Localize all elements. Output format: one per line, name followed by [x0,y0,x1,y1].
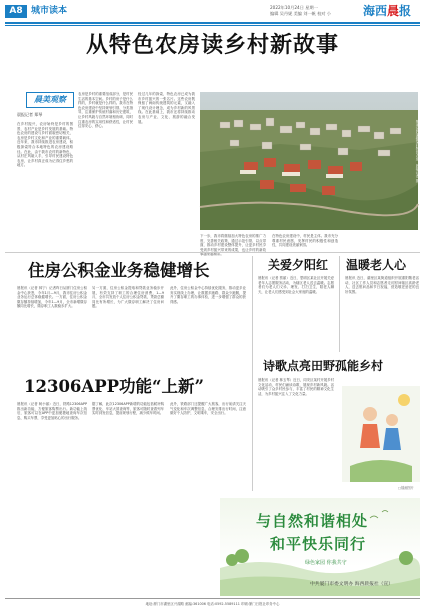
illustration-label: □插画图片 [398,486,414,490]
header-rule-thin [5,25,420,26]
photo-caption: 集美区后溪镇某村特色农房，晨报记者 摄 [415,120,419,183]
app-column-3: 此外，铁路部门还提醒广大旅客，出行前请关注天气变化和车次调整信息，合理安排出行时间，注意做好个人防护，文明乘车，安全出行。 [170,402,246,416]
footer-rule [5,598,420,599]
section-title: 城市读本 [31,6,68,16]
observe-badge: 晨美观察 [26,92,74,108]
banner-organization: 中共厦门市委文明办 海西晨报社（宣） [310,582,394,587]
footer-info: 地址:厦门市湖里区兴湖路 邮编:361006 电话:0592-5589111 印刷:厦门日报社印务中心 [145,602,280,606]
logo-accent: 晨 [386,4,399,18]
column-divider [339,256,340,352]
newspaper-logo [352,3,422,19]
banner-subtitle: 绿色家园 你我共守 [305,560,347,566]
editor-text: 编辑 吴丹妮 美编 刘一帆 校对 小 [270,10,332,16]
provident-column-2: 另一方面，住房公积金提取和贷款业务稳步开展，有效支持了职工的合理住房消费，1—9月，全市共发放个人住房公积金贷款，贷款总额同比有所增长，为广大缴存职工解决了住房问题。 [92,286,164,309]
provident-fund-headline: 住房公积金业务稳健增长 [28,261,210,280]
page-number: A8 [5,5,27,18]
sunset-care-body: 晨报讯（记者 蔡丽）近日，思明区某社区开展关爱老年人志愿服务活动，为辖区老人送去温暖。志愿者们为老人们义诊、理发、打扫卫生，陪老人聊天，让老人们感受到社会大家庭的温暖。 [258,276,334,294]
provident-column-3: 此外，住房公积金中心持续优化服务，推动更多业务实现线上办理，让数据多跑路、群众少跑腿，提升了缴存职工的办事体验，进一步增强了群众的获得感。 [170,286,246,304]
section-divider [5,252,420,253]
illustration-graphic [342,386,420,482]
column-divider [252,256,253,491]
poetry-village-headline: 诗歌点亮田野孤能乡村 [263,359,384,373]
lead-column-4: 下一步，我市将继续加大特色农房的推广力度，完善相关政策，通过示范引领、以点带面，推动乡村建设整体提升，让更多村民享受到乡村振兴带来的成果，也让乡村的新故事越来越精彩。 [200,234,266,257]
aerial-photo-image [200,92,418,230]
poetry-village-column-1: 晨报讯（记者 林玉琴）近日，同安区某村开展乡村文化活动，村民们诵读诗歌，展现乡村新风貌。活动吸引了众多村民参与，丰富了村民的精神文化生活，为乡村振兴注入了文化力量。 [258,378,334,396]
logo-main: 海西 [362,4,387,18]
warm-elderly-body: 晨报讯 近日，湖里区某街道组织开展重阳敬老活动，社区工作人员和志愿者走访慰问辖区高龄老人，送去慰问品和节日祝福，营造敬老爱老的良好氛围。 [345,276,419,294]
lead-column-2: 农房是乡村的重要组成部分，是村民生活的基本空间。乡村的房子是什么样的，乡村就是什么样的。我市在特色农房建设中坚持规划引领、分类指导，注重保护传统村落和历史建筑，让乡村风貌与自然环境相协调，同时注重农房的实用性和舒适性，让村民住得安心、舒心。 [78,92,133,129]
lead-column-1: 在乡村振兴，农房始终是乡村的图景，农村产业是乡村发展的基础。特色农房的建设与乡村面貌密切相关，农房是乡村文化和产业的重要载体。近年来，我市持续推进农房建设，积极探索符合本地特色的农房建设路径。在此，由于我市农村的新特色，从村庄风貌入手，引导村民建设特色农房，让乡村真正成为记得住乡愁的地方。 [17,122,73,168]
app-column-1: 晨报讯（记者 柯小丽）近日，铁路12306APP推出新功能，方便旅客购票出行。新功能上线后，旅客可以在APP中更加便捷地查询车次信息、购买车票，享受更加贴心的出行服务。 [17,402,87,420]
sunset-care-headline: 关爱夕阳红 [268,258,329,272]
banner-slogan-line-1: 与自然和谐相处 [256,512,369,530]
warm-elderly-headline: 温暖老人心 [346,258,407,272]
lead-reporter: 晨报记者 郑琴 [17,112,43,117]
app-update-headline: 12306APP功能“上新” [24,377,205,396]
logo-tail: 报 [399,4,412,18]
dateline [270,5,340,16]
app-column-2: 据了解，此次12306APP新增的功能包括候补购票优化、车站大屏查询等，旅客可随时查看列车实时到发信息，提前规划行程，减少候车时间。 [92,402,164,416]
lead-column-3: 经过几年的探索，特色农房已成为我市乡村振兴的一张名片。这些农房既保留了闽南传统建筑的元素，又融入了现代设计理念，成为乡村新的风景线。在此基础上，我市还将持续推动农房与产业、文化、旅游的融合发展。 [138,92,195,124]
banner-slogan-line-2: 和平快乐同行 [270,535,367,553]
children-illustration [342,386,420,482]
date-text: 2022年10月24日 星期一 [270,5,318,10]
header-rule [5,22,420,24]
village-aerial-photo [200,92,418,230]
provident-column-1: 晨报讯（记者 林宁）记者昨日从厦门住房公积金中心获悉，今年1月—9月，我市住房公积金业务运行总体稳健增长。一方面，住房公积金缴存额持续增加，今年1—9月，全市新增缴存额同比增长，缴存职工人数稳步扩大。 [17,286,87,309]
lead-headline: 从特色农房读乡村新故事 [85,32,339,58]
lead-column-5: 在特色农房建设中，村民是主体。我市充分尊重村民意愿，发挥村民的积极性和创造性，共同建设美丽家园。 [272,234,338,248]
